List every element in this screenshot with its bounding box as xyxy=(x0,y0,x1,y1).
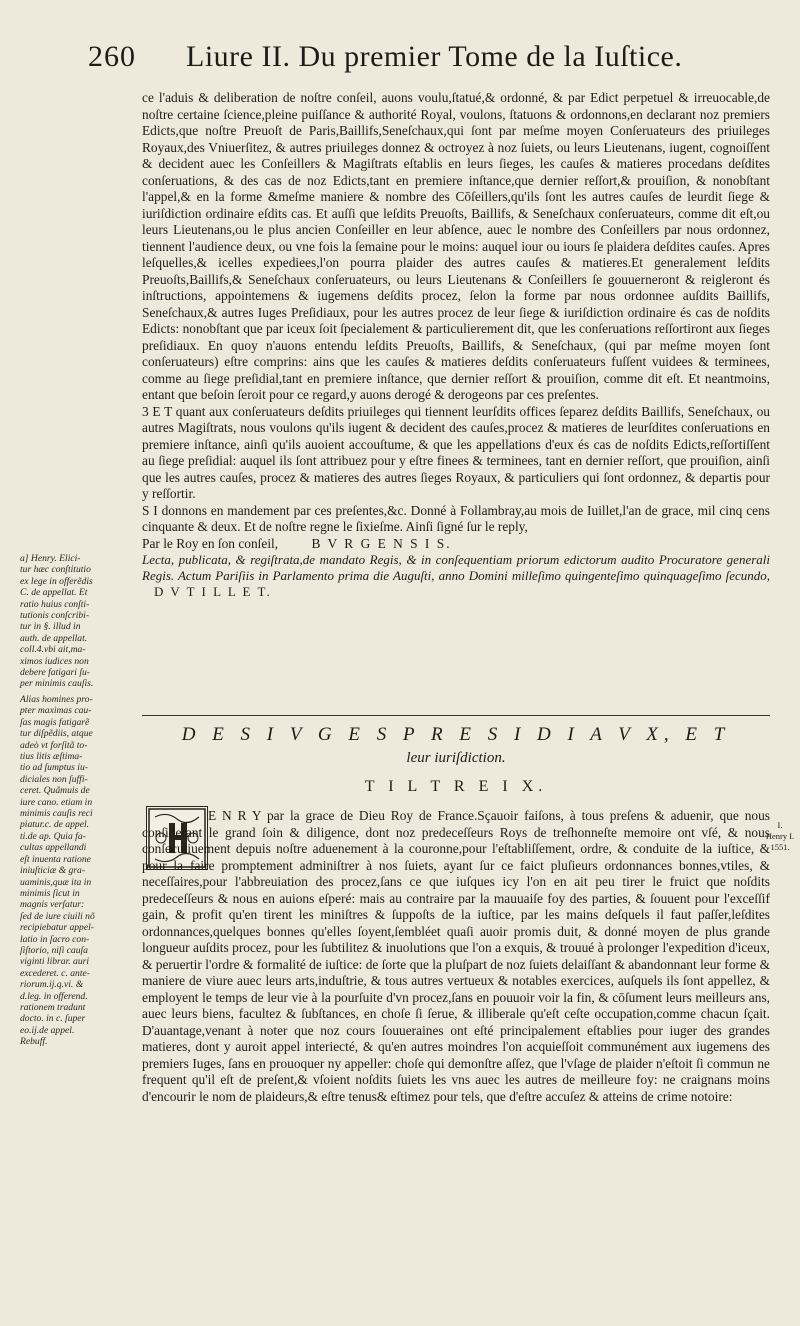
colophon-text: Lecta, publicata, & regiſtrata,de mandato Regis, & in conſequentiam priorum edictorum audito Procuratore generali Regis. Actum Pariſiis in Parlamento prima die Auguſti, anno Domini milleſimo quingenteſimo quinquageſimo ſecundo, xyxy=(142,552,770,583)
signature-name: B V R G E N S I S. xyxy=(311,535,452,551)
paragraph: S I donnons en mandement par ces preſentes,&c. Donné à Follambray,au mois de Iuillet,l'an de grace, mil cinq cens cinquante & deux. Et de noſtre regne le ſixieſme. Ainſi ſigné ſur le reply, xyxy=(142,502,770,534)
section-subtitle: leur iuriſdiction. xyxy=(406,750,506,766)
paragraph: 3 E T quant aux conſeruateurs deſdits priuileges qui tiennent leurſdits offices ſeparez deſdits Baillifs, Seneſchaux, ou autres Magiſtrats, nous voulons qu'ils iugent & decident des cauſes,procez & matieres de leurſdites conſeruations en premiere inſtance, ainſi qu'ils auoient accouſtume, & que les appellations d'eux és cas de noſdits Edicts,reſſortiſſent au ſiege preſidial: auquel ils ſont attribuez pour y eſtre finees & terminees, tant en dernier reſſort, que prouiſion, ainſi que les autres cauſes, procez & matieres des autres ſieges Royaux, & particuliers qui ſont ordonnez, & departis pour y reſſortir. xyxy=(142,403,770,501)
signature-line xyxy=(142,536,770,553)
colophon-name: D V T I L L E T. xyxy=(154,584,272,599)
upper-body-text xyxy=(142,90,770,600)
running-head xyxy=(88,40,728,74)
margin-note-b: Alias homines pro- pter maximas cau- ſas magis fatigarẽ tur diſpẽdiis, atque adeò vt forſitã to- tius litis æſtima- tio ad ſumptus iu- diciales non ſuffi- ceret. Quãmuis de iure cano. etiam in minimis cauſis reci piatur.c. de appel. ti.de ap. Quia fa- cultas appellandi eſt inuenta ratione iniuſticiæ & gra- uaminis,quæ ita in minimis ſicut in magnis verſatur: ſed de iure ciuili nõ recipiebatur appel- latio in ſacro con- ſiſtorio, niſi cauſa viginti librar. auri excederet. c. ante- riorum.ij.q.vi. & d.leg. in offerend. rationem tradunt docto. in c. ſuper eo.ij.de appel. Rebuff. xyxy=(20,694,95,1048)
paragraph: ce l'aduis & deliberation de noſtre conſeil, auons voulu,ſtatué,& ordonné, & par Edict perpetuel & irreuocable,de noſtre certaine ſcience,pleine puiſſance & authorité Royal, voulons, ſtatuons & ordonnons,en declarant noz premiers Edicts,que noſtre Preuoſt de Paris,Baillifs,Seneſchaux,qui ſont par meſme moyen Conſeruateurs des priuileges Royaux,des Vniuerſitez, & autres priuileges donnez & octroyez à noz ſuiets, ou leurs Lieutenans, iugent, cognoiſſent & decident auec les Conſeillers & Magiſtrats eſtablis en leurs ſieges, les cauſes & matieres procedans deſdites conſeruations, & des cas de noz Edicts,tant en premiere inſtance,que dernier reſſort,& prouiſion, & nonobſtant l'appel,& en la forme &meſme maniere & nombre des Cōſeillers,qu'ils ſont les autres cauſes de leurdit ſiege & iuriſdiction ordinaire eſdits cas. Et auſſi que leſdits Preuoſts, Baillifs, & Seneſchaux conſeruateurs, comme dit eſt,ou leurs Lieutenans,ou le plus ancien Conſeiller en leur abſence, auec le nombre des Conſeillers par nous ordonnez, tiennent l'audience deux, ou vne fois la ſemaine pour le moins: auquel iour ou iours ſe plaidera deſdites cauſes. Apres leſquelles,& icelles expediees,l'on pourra plaider des autres cauſes & matieres.Et generalement leſdits Preuoſts,Baillifs,& Seneſchaux conſeruateurs, ou leurs Lieutenans & Conſeillers ſe gouuerneront & reigleront és inſtructions, appointemens & iugemens deſdits procez, ſelon la forme par nous ordonnee auſdits Baillifs, Seneſchaux,& autres Iuges Preſidiaux, pour les autres procez de leur ſiege & iuriſdiction ordinaire és cas de noſdits Edicts: nonobſtant que par iceux ſoit ſpecialement & particulierement dit, que les conſeruations reſſortiront aux ſieges preſidiaux. En quoy n'auons entendu leſdits Preuoſts, Baillifs, & Seneſchaux, (qui par meſme moyen ſont conſeruateurs) eſtre comprins: ains que les cauſes & matieres deſdits conſeruateurs fuſſent vuidees & terminees, comme au ſiege preſidial,tant en premiere inſtance, que dernier reſſort & prouiſion, comme dit eſt. Et neantmoins, entant que beſoin ſeroit pour ce regard,y auons derogé & derogeons par ces preſentes. xyxy=(142,90,770,402)
tiltre-heading: T I L T R E I X. xyxy=(364,778,548,795)
page-number: 260 xyxy=(88,40,136,73)
page-title: Liure II. Du premier Tome de la Iuſtice. xyxy=(186,40,683,73)
signature-prefix: Par le Roy en ſon conſeil, xyxy=(142,535,279,551)
section-title: D E S I V G E S P R E S I D I A V X, E T xyxy=(181,724,731,745)
margin-note-a: a] Henry. Elici- tur hæc conſtitutio ex lege in offerẽdis C. de appellat. Et ratio huius conſti- tutionis conſcribi- tur in §. illud in auth. de appellat. coll.4.vbi ait,ma- ximos iudices non debere fatigari ſu- per minimis cauſis. xyxy=(20,553,94,690)
colophon xyxy=(142,552,770,600)
paragraph: E N R Y par la grace de Dieu Roy de France.Sçauoir faiſons, à tous preſens & aduenir, que nous conſiderant le grand ſoin & diligence, dont noz predeceſſeurs Roys de treſhonneſte memoire ont vſé, & nous conſecutiuement depuis noſtre aduenement à la couronne,pour l'eſtabliſſement, ordre, & conduite de la iuſtice, & pour la faire promptement adminiſtrer à nos ſuiets, ayant ſur ce faict pluſieurs ordonnances bonnes,vtiles, & neceſſaires,pour l'abbreuiation des procez,ſans ce que iuſques icy l'on en ait peu tirer le fruict que noſdits predeceſſeurs & nous en auions eſperé: mais au contraire par la mauuaiſe foy des parties, & ſouuent pour l'exceſſif gain, & profit qu'en tirent les miniſtres & ſuppoſts de la iuſtice, par les mains deſquels il faut paſſer,leſdites ordonnances,quelques bonnes qu'elles ſoyent,ſembléet quaſi auoir promis duit, & donné moyen de plus grande longueur auſdits procez, pour les ſubtilitez & inuolutions que l'on a exquis, & trouué à prolonger l'expedition d'iceux, & peruertir l'ordre & formalité de iuſtice: de ſorte que la pluſpart de noz ſuiets delaiſſant & abandonnant leur forme & maniere de viure auec leurs arts,induſtrie, & tous autres vertueux & notables exercices, auſquels ils ſont appellez, & employent le temps de leur vie à la pourſuite d'vn procez,ſans en pouuoir voir la fin, & cōſument leurs meilleurs ans, auec leurs biens, facultez & ſubſtances, en choſe ſi ſerue, & illiberale qu'eſt ceſte occupation,comme chacun ſçait. D'auantage,venant à noter que noz cours ſouueraines ont eſté principalement eſtablies pour iuger des grandes matieres, dont y auroit appel interiecté, & qu'en autres moindres l'on acquieſſoit communément aux iugemens des premiers Iuges, ſans en prouoquer ny appeller: choſe qui demonſtre aſſez, que l'vſage de plaider n'eſtoit ſi commun ne frequent qu'il eſt de preſent,& vſoient noſdits ſuiets les vns auec les autres de meilleure foy: ne craignans moins d'encourir le nom de plaideurs,& eſtre tenus& eſtimez pour tels, que d'eſtre accuſez & atteins de crime notoire: xyxy=(142,808,770,1104)
margin-note-right: I. Henry I. 1551. xyxy=(765,820,795,852)
section-rule xyxy=(142,715,770,716)
lower-body-text xyxy=(142,808,770,1105)
